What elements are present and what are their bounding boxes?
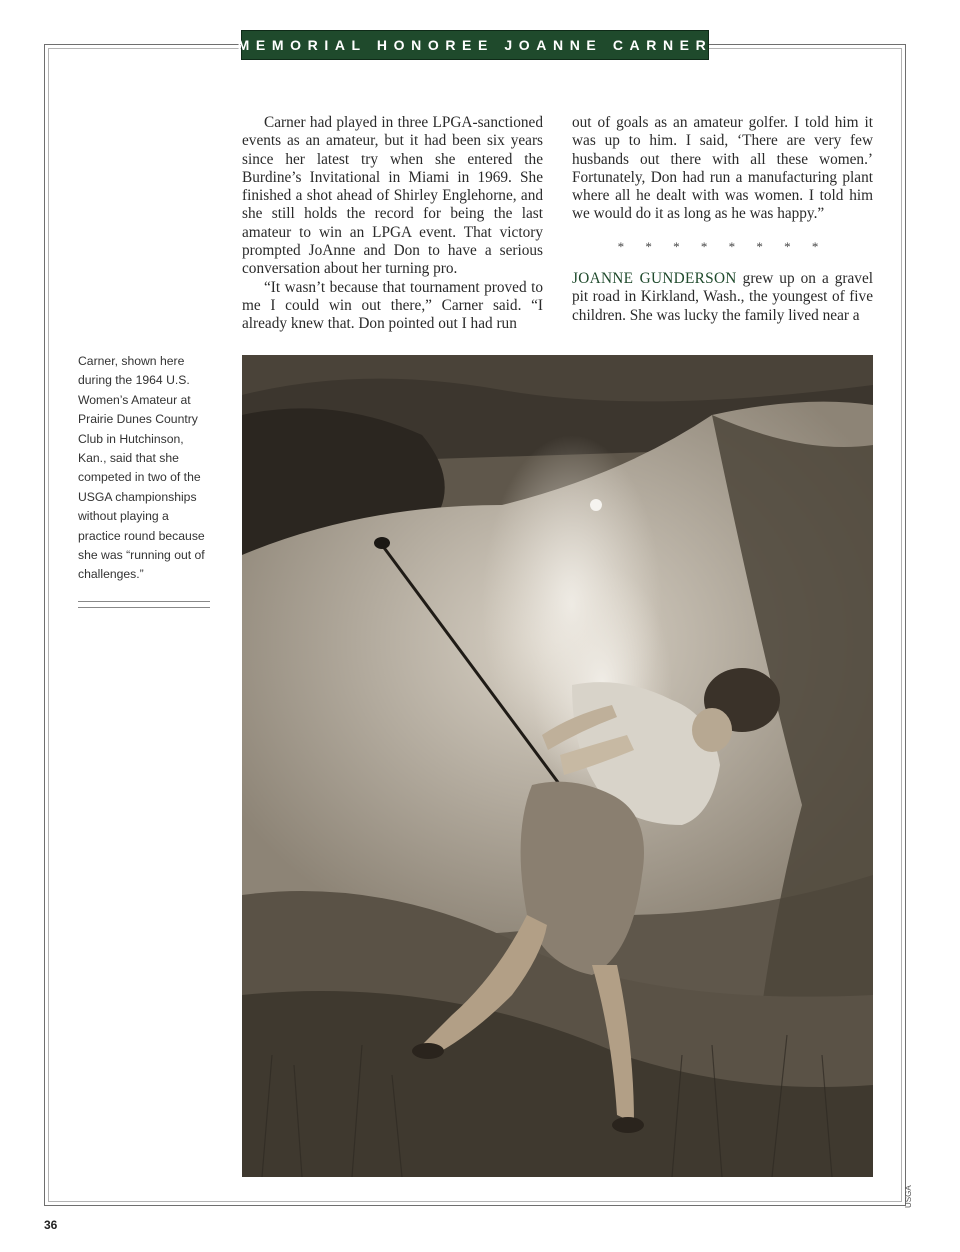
article-paragraph: Carner had played in three LPGA-sanctioned events as an amateur, but it had been six years since her latest try when she entered the Burdine’s Invitational in Miami in 1969. She finished a shot ahead of Shirley Englehorne, and she still holds the record for being the last amateur to win an LPGA event. That victory prompted JoAnne and Don to have a serious conversation about her turning pro. — [242, 114, 543, 278]
photo-credit: USGA — [904, 1185, 913, 1208]
caption-rule-bottom — [78, 607, 210, 608]
article-paragraph — [572, 270, 873, 325]
article-paragraph: out of goals as an amateur golfer. I told him it was up to him. I said, ‘There are very few husbands out there with all these women.’ Fortunately, Don had run a manufacturing plant where all he dealt with was women. I told him we would do it as long as he was happy.” — [572, 114, 873, 223]
section-header-title: MEMORIAL HONOREE JOANNE CARNER — [237, 37, 713, 53]
page-number: 36 — [44, 1218, 58, 1232]
article-paragraph: “It wasn’t because that tournament proved to me I could win out there,” Carner said. “I already knew that. Don pointed out I had run — [242, 278, 543, 333]
article-paragraph-text: grew up on a gravel pit road in Kirkland, Wash., the youngest of five children. She was lucky the family lived near a — [572, 270, 873, 324]
article-column-left — [242, 114, 543, 336]
article-column-right — [572, 114, 873, 336]
golfer-photo-illustration — [242, 355, 873, 1177]
section-separator: * * * * * * * * — [617, 238, 828, 254]
golfer-photo — [242, 355, 873, 1177]
section-header-bar — [237, 31, 713, 59]
photo-caption: Carner, shown here during the 1964 U.S. Women’s Amateur at Prairie Dunes Country Club in Hutchinson, Kan., said that she competed in two of the USGA championships without playing a practice round because she was “running out of challenges.” — [78, 354, 205, 582]
lead-in-text: JOANNE GUNDERSON — [572, 270, 737, 288]
caption-rule-top — [78, 601, 210, 602]
